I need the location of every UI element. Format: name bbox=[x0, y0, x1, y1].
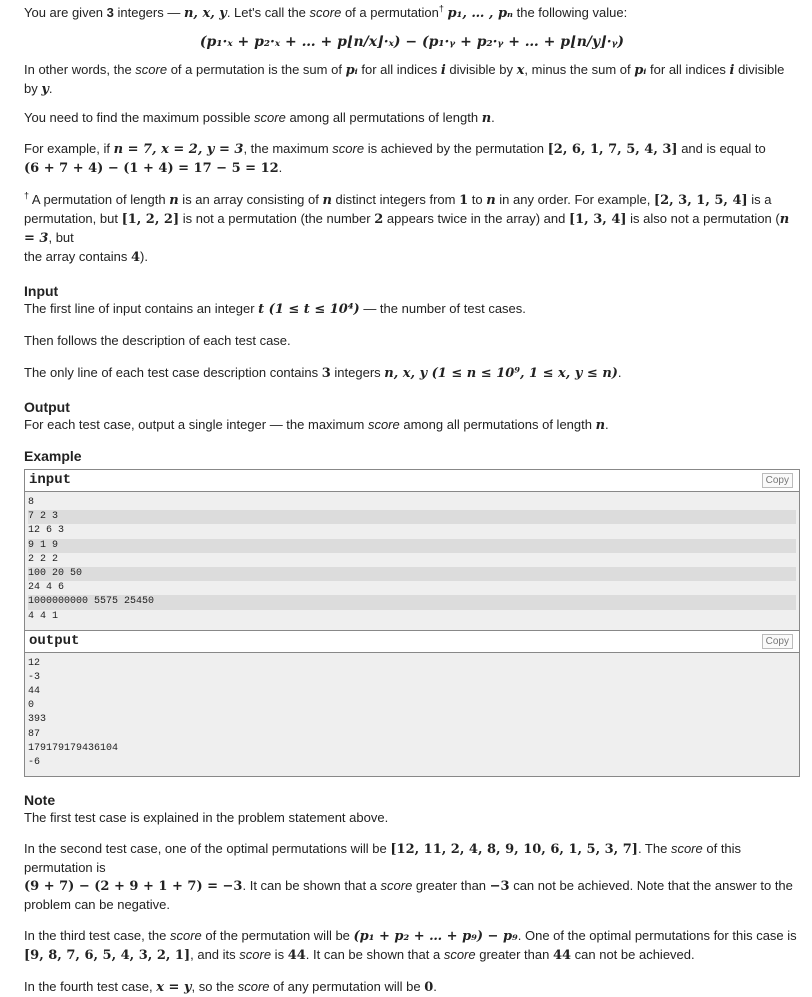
text: the array contains bbox=[24, 249, 131, 264]
math: n bbox=[169, 193, 179, 208]
text: — the number of test cases. bbox=[359, 301, 526, 316]
note-section bbox=[24, 791, 800, 997]
math: x = y bbox=[156, 980, 192, 996]
text: appears twice in the array) and bbox=[383, 211, 569, 226]
text: , so the bbox=[191, 979, 238, 995]
input-line: 2 2 2 bbox=[28, 553, 59, 565]
math-constraint: t (1 ≤ t ≤ 10⁴) bbox=[258, 302, 360, 317]
math: y bbox=[41, 82, 49, 97]
text: . bbox=[433, 979, 437, 995]
text: In the fourth test case, bbox=[24, 979, 157, 995]
text: divisible by bbox=[445, 62, 517, 77]
note-paragraph-2 bbox=[24, 840, 800, 914]
text: of a permutation is the sum of bbox=[167, 62, 346, 77]
math: 1 bbox=[459, 193, 469, 208]
math-array: [9, 8, 7, 6, 5, 4, 3, 2, 1] bbox=[24, 948, 191, 964]
text: is bbox=[271, 947, 288, 963]
text: among all permutations of length bbox=[285, 110, 482, 125]
output-line: -6 bbox=[28, 757, 41, 768]
math: i bbox=[440, 63, 446, 78]
output-line: 179179179436104 bbox=[28, 742, 119, 754]
math: 44 bbox=[287, 948, 306, 964]
note-paragraph-1: The first test case is explained in the problem statement above. bbox=[24, 810, 389, 826]
text: . bbox=[491, 110, 495, 125]
math-variables: n, x, y bbox=[183, 6, 227, 21]
emphasis: score bbox=[309, 5, 342, 20]
text: integers bbox=[330, 365, 385, 380]
math: n = 7, x = 2, y = 3 bbox=[113, 142, 244, 157]
example-title: Example bbox=[24, 448, 82, 464]
text: among all permutations of length bbox=[399, 417, 596, 432]
math-array: [2, 6, 1, 7, 5, 4, 3] bbox=[547, 142, 678, 157]
example-output-header bbox=[25, 631, 799, 653]
text: greater than bbox=[475, 947, 553, 963]
math: x bbox=[516, 63, 525, 78]
text: the following value: bbox=[513, 5, 628, 20]
input-line-3 bbox=[24, 364, 800, 383]
example-paragraph bbox=[24, 140, 800, 178]
math: 44 bbox=[552, 948, 572, 964]
math: 3 bbox=[321, 366, 331, 381]
math-array: [1, 2, 2] bbox=[121, 212, 180, 227]
emphasis: score bbox=[380, 878, 413, 894]
text: for all indices bbox=[357, 62, 441, 77]
text: of any permutation will be bbox=[269, 979, 425, 995]
text: is not a permutation (the number bbox=[179, 211, 375, 226]
note-title: Note bbox=[24, 792, 56, 809]
example-input-label: input bbox=[29, 472, 72, 488]
output-line-1 bbox=[24, 416, 800, 435]
emphasis: score bbox=[239, 947, 272, 963]
text: . Let's call the bbox=[226, 5, 310, 20]
number: 3 bbox=[106, 5, 114, 20]
text: divisible by bbox=[24, 62, 785, 96]
emphasis: score bbox=[367, 417, 400, 432]
input-line: 100 20 50 bbox=[28, 567, 796, 581]
text: can not be achieved. Note that the answer to the bbox=[509, 878, 793, 894]
emphasis: score bbox=[237, 979, 270, 995]
emphasis: score bbox=[169, 928, 202, 944]
text: integers — bbox=[113, 5, 184, 20]
math: n = 3 bbox=[24, 212, 790, 246]
text: In the third test case, the bbox=[24, 928, 170, 944]
emphasis: score bbox=[254, 110, 286, 125]
output-line: -3 bbox=[28, 671, 41, 683]
text: . The bbox=[637, 841, 671, 857]
text: , the maximum bbox=[243, 141, 333, 156]
text: The only line of each test case description contains bbox=[24, 365, 322, 380]
math-array: [12, 11, 2, 4, 8, 9, 10, 6, 1, 5, 3, 7] bbox=[390, 842, 638, 858]
input-line-2: Then follows the description of each test case. bbox=[24, 333, 291, 348]
math: n bbox=[481, 111, 492, 126]
example-output-box bbox=[24, 631, 800, 778]
footnote-paragraph bbox=[24, 191, 800, 267]
text: is an array consisting of bbox=[178, 192, 323, 207]
math: n bbox=[486, 193, 496, 208]
output-line: 12 bbox=[28, 657, 41, 669]
text: The first line of input contains an integer bbox=[24, 301, 259, 316]
example-input-box bbox=[24, 469, 800, 631]
math: pᵢ bbox=[634, 63, 647, 78]
math-array: [1, 3, 4] bbox=[568, 212, 627, 227]
note-paragraph-4 bbox=[24, 978, 800, 997]
emphasis: score bbox=[443, 947, 476, 963]
text: For each test case, output a single integer — the maximum bbox=[24, 417, 368, 432]
input-line-1 bbox=[24, 300, 800, 319]
math: i bbox=[729, 63, 735, 78]
text: , minus the sum of bbox=[524, 62, 635, 77]
text: and is equal to bbox=[677, 141, 766, 156]
input-line: 24 4 6 bbox=[28, 582, 65, 594]
math: −3 bbox=[489, 879, 510, 895]
math: 0 bbox=[424, 980, 434, 996]
text: is also not a permutation ( bbox=[626, 211, 780, 226]
example-input-header bbox=[25, 470, 799, 492]
text: In other words, the bbox=[24, 62, 136, 77]
definition-paragraph bbox=[24, 61, 800, 99]
text: . It can be shown that a bbox=[242, 878, 381, 894]
text: For example, if bbox=[24, 141, 114, 156]
input-section bbox=[24, 282, 800, 383]
score-formula: (p₁·ₓ + p₂·ₓ + … + p⌊n/x⌋·ₓ) − (p₁·ᵧ + p₂·ᵧ + … + p⌊n/y⌋·ᵧ) bbox=[199, 34, 625, 50]
example-input-content bbox=[25, 492, 799, 630]
output-line: 44 bbox=[28, 686, 41, 698]
note-paragraph-3 bbox=[24, 927, 800, 965]
input-section-title: Input bbox=[24, 283, 59, 299]
text: . bbox=[605, 417, 609, 432]
output-section bbox=[24, 398, 800, 435]
text: problem can be negative. bbox=[24, 897, 170, 913]
text: of the permutation will be bbox=[201, 928, 354, 944]
output-line: 393 bbox=[28, 714, 47, 726]
math: 2 bbox=[374, 212, 384, 227]
text: . bbox=[278, 160, 283, 175]
footnote-marker: † bbox=[438, 3, 444, 14]
text: of this permutation is bbox=[24, 841, 742, 876]
copy-input-button[interactable]: Copy bbox=[762, 473, 793, 488]
math-equation: (9 + 7) − (2 + 9 + 1 + 7) = −3 bbox=[24, 879, 243, 895]
text: You need to find the maximum possible bbox=[24, 110, 255, 125]
text: is a bbox=[747, 192, 772, 207]
input-line: 9 1 9 bbox=[28, 539, 796, 553]
text: greater than bbox=[412, 878, 490, 894]
math: 4 bbox=[130, 250, 140, 265]
example-output-label: output bbox=[29, 632, 80, 649]
text: of a permutation bbox=[341, 5, 439, 20]
math-expression: (p₁ + p₂ + … + p₉) − p₉ bbox=[353, 929, 518, 945]
math-constraint: n, x, y (1 ≤ n ≤ 10⁹, 1 ≤ x, y ≤ n) bbox=[384, 366, 618, 381]
input-line: 1000000000 5575 25450 bbox=[28, 595, 796, 609]
emphasis: score bbox=[332, 141, 365, 156]
math: pᵢ bbox=[345, 63, 358, 78]
math-array: [2, 3, 1, 5, 4] bbox=[653, 193, 748, 208]
math-permutation: p₁, … , pₙ bbox=[447, 6, 513, 21]
text: is achieved by the permutation bbox=[364, 141, 548, 156]
text: ). bbox=[140, 249, 148, 264]
text: can not be achieved. bbox=[571, 947, 695, 963]
text: , but bbox=[48, 230, 74, 245]
input-line: 7 2 3 bbox=[28, 510, 796, 524]
math: n bbox=[595, 418, 606, 433]
emphasis: score bbox=[135, 62, 168, 77]
output-line: 87 bbox=[28, 728, 41, 740]
output-section-title: Output bbox=[24, 399, 70, 415]
example-output-content bbox=[25, 653, 799, 777]
task-paragraph bbox=[24, 109, 800, 128]
emphasis: score bbox=[670, 841, 703, 857]
text: In the second test case, one of the optimal permutations will be bbox=[24, 841, 391, 857]
output-line: 0 bbox=[28, 700, 35, 712]
footnote-marker: † bbox=[24, 190, 30, 201]
text: A permutation of length bbox=[29, 192, 170, 207]
text: permutation, but bbox=[24, 211, 122, 226]
math: n bbox=[322, 193, 332, 208]
input-line: 8 bbox=[28, 497, 35, 508]
text: to bbox=[468, 192, 487, 207]
text: for all indices bbox=[646, 62, 730, 77]
intro-paragraph bbox=[24, 4, 800, 23]
text: , and its bbox=[190, 947, 240, 963]
text: in any order. For example, bbox=[495, 192, 654, 207]
input-line: 12 6 3 bbox=[28, 525, 65, 537]
text: distinct integers from bbox=[331, 192, 460, 207]
copy-output-button[interactable]: Copy bbox=[762, 634, 793, 649]
text: . One of the optimal permutations for this case is bbox=[517, 928, 797, 944]
input-line: 4 4 1 bbox=[28, 610, 59, 622]
text: . bbox=[48, 81, 53, 96]
text: . bbox=[617, 365, 622, 380]
text: . It can be shown that a bbox=[305, 947, 444, 963]
text: You are given bbox=[24, 5, 107, 20]
math-equation: (6 + 7 + 4) − (1 + 4) = 17 − 5 = 12 bbox=[24, 161, 279, 176]
